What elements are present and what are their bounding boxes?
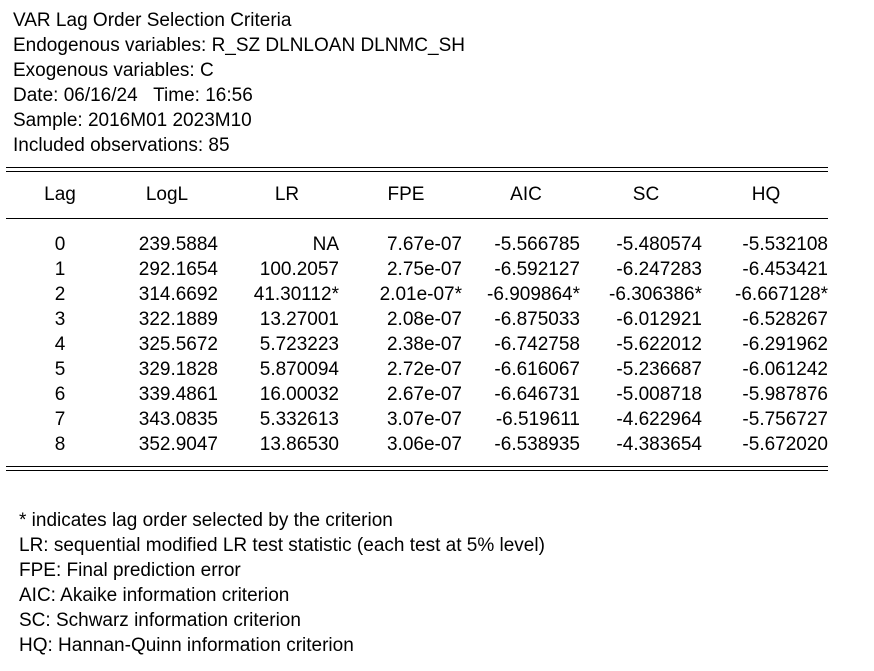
note-fpe: FPE: Final prediction error [19,560,241,581]
cell-hq: -6.528267 [742,309,828,330]
cell-aic: -5.566785 [494,234,580,255]
cell-logl: 329.1828 [138,359,218,380]
cell-lr: 41.30112* [253,284,339,305]
cell-hq: -5.672020 [742,434,828,455]
sample-range: Sample: 2016M01 2023M10 [13,110,252,131]
cell-fpe: 7.67e-07 [386,234,462,255]
cell-lag: 3 [54,309,66,330]
output-title: VAR Lag Order Selection Criteria [13,10,292,31]
cell-lag: 6 [54,384,66,405]
cell-lag: 2 [54,284,66,305]
column-header-logl: LogL [145,184,189,205]
cell-logl: 322.1889 [138,309,218,330]
cell-sc: -5.236687 [616,359,702,380]
cell-lr: 13.27001 [259,309,339,330]
cell-sc: -4.383654 [616,434,702,455]
cell-sc: -6.306386* [609,284,702,305]
note-sc: SC: Schwarz information criterion [19,610,301,631]
cell-sc: -4.622964 [616,409,702,430]
column-header-lag: Lag [44,184,76,205]
cell-aic: -6.646731 [494,384,580,405]
note-hq: HQ: Hannan-Quinn information criterion [19,635,354,656]
cell-lr: 5.332613 [259,409,339,430]
exogenous-variables: Exogenous variables: C [13,60,214,81]
cell-lr: 5.723223 [259,334,339,355]
cell-aic: -6.538935 [494,434,580,455]
cell-hq: -6.667128* [735,284,828,305]
cell-lag: 1 [54,259,66,280]
table-header-rule [6,218,828,219]
cell-logl: 314.6692 [138,284,218,305]
cell-lr: 16.00032 [259,384,339,405]
cell-fpe: 3.07e-07 [386,409,462,430]
note-aic: AIC: Akaike information criterion [19,585,290,606]
notes-block [19,508,545,658]
cell-aic: -6.909864* [487,284,580,305]
cell-fpe: 3.06e-07 [386,434,462,455]
cell-hq: -6.453421 [742,259,828,280]
column-header-hq: HQ [751,184,781,205]
cell-aic: -6.519611 [495,409,580,430]
table-top-rule-1 [6,167,828,168]
note-lr: LR: sequential modified LR test statistic (each test at 5% level) [19,535,545,556]
cell-hq: -5.987876 [742,384,828,405]
column-header-lr: LR [274,184,300,205]
cell-hq: -6.061242 [742,359,828,380]
cell-fpe: 2.38e-07 [386,334,462,355]
cell-aic: -6.875033 [494,309,580,330]
cell-sc: -5.008718 [616,384,702,405]
cell-logl: 343.0835 [138,409,218,430]
cell-logl: 292.1654 [138,259,218,280]
cell-lr: 5.870094 [259,359,339,380]
table-bottom-rule-2 [6,470,828,471]
cell-aic: -6.592127 [494,259,580,280]
cell-lag: 5 [54,359,66,380]
cell-logl: 325.5672 [138,334,218,355]
cell-sc: -5.480574 [616,234,702,255]
note-asterisk: * indicates lag order selected by the criterion [19,510,393,531]
cell-sc: -5.622012 [616,334,702,355]
cell-fpe: 2.67e-07 [386,384,462,405]
cell-sc: -6.247283 [616,259,702,280]
cell-fpe: 2.72e-07 [386,359,462,380]
cell-fpe: 2.08e-07 [386,309,462,330]
cell-hq: -6.291962 [742,334,828,355]
cell-aic: -6.742758 [494,334,580,355]
column-header-fpe: FPE [387,184,425,205]
column-header-sc: SC [632,184,660,205]
cell-lr: NA [312,234,339,255]
cell-logl: 339.4861 [138,384,218,405]
cell-lag: 4 [54,334,66,355]
date-time: Date: 06/16/24 Time: 16:56 [13,85,253,106]
cell-logl: 352.9047 [138,434,218,455]
cell-lag: 0 [54,234,66,255]
table-bottom-rule-1 [6,466,828,467]
cell-fpe: 2.01e-07* [379,284,462,305]
included-observations: Included observations: 85 [13,135,230,156]
cell-lr: 100.2057 [259,259,339,280]
column-header-aic: AIC [510,184,542,205]
cell-aic: -6.616067 [494,359,580,380]
table-top-rule-2 [6,171,828,172]
cell-fpe: 2.75e-07 [386,259,462,280]
cell-lag: 7 [54,409,66,430]
cell-sc: -6.012921 [616,309,702,330]
cell-hq: -5.756727 [742,409,828,430]
output-header [13,8,465,158]
endogenous-variables: Endogenous variables: R_SZ DLNLOAN DLNMC_SH [13,35,465,56]
cell-logl: 239.5884 [138,234,218,255]
cell-lag: 8 [54,434,66,455]
cell-lr: 13.86530 [259,434,339,455]
cell-hq: -5.532108 [742,234,828,255]
